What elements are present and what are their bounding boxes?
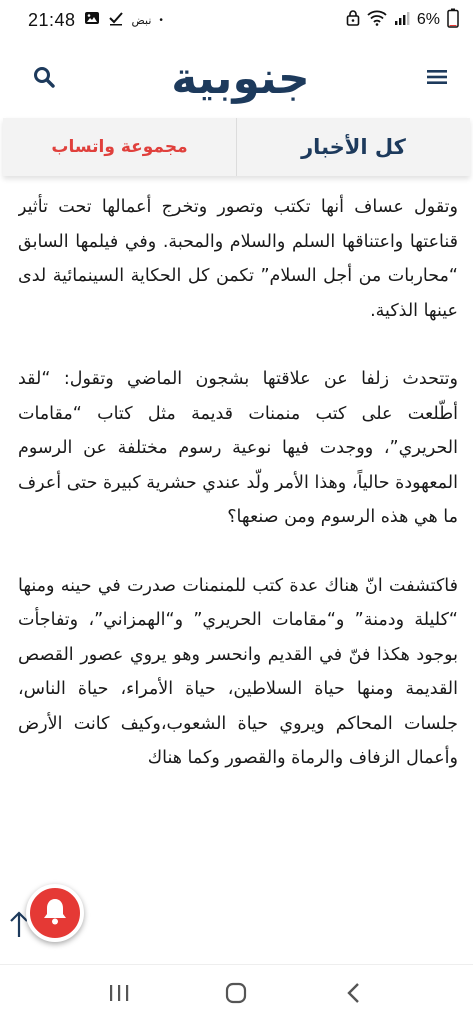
back-button[interactable] [334,975,374,1015]
tab-all-news[interactable]: كل الأخبار [301,135,406,159]
status-right [346,8,459,33]
home-icon [224,981,248,1009]
battery-percent: 6% [416,11,440,28]
status-bar [0,0,473,40]
system-nav-bar [0,964,473,1024]
back-icon [346,982,362,1008]
search-button[interactable] [30,65,58,93]
status-time: 21:48 [28,9,76,30]
status-dot: • [159,14,163,26]
status-left [28,10,163,31]
notification-subscribe-button[interactable] [26,884,84,942]
recent-apps-icon [108,983,130,1007]
status-carrier-label: نبض [131,14,152,27]
battery-icon [447,8,459,33]
home-button[interactable] [216,975,256,1015]
tab-whatsapp-group[interactable]: مجموعة واتساب [3,118,237,176]
app-header [0,40,473,118]
checkmark-notification-icon [108,10,124,31]
site-logo[interactable]: جنوبية [171,53,310,104]
article-paragraph: وتقول عساف أنها تكتب وتصور وتخرج أعمالها تحت تأثير قناعتها واعتناقها السلم والسلام والمحبة. وفي فيلمها السابق “محاربات من أجل السلام” تكمن كل الحكاية السينمائية لدى عينها الذكية. [18,197,458,321]
wifi-icon [367,10,387,31]
article-paragraph: وتتحدث زلفا عن علاقتها بشجون الماضي وتقول: “لقد أطّلعت على كتب منمنات قديمة مثل كتاب “مقامات الحريري”، ووجدت فيها نوعية رسوم مختلفة عن الرسوم المعهودة حالياً، وهذا الأمر ولّد عندي حشرية كبيرة حتى أعرف ما هي هذه الرسوم ومن صنعها؟ [18,369,458,527]
recent-apps-button[interactable] [99,975,139,1015]
article-body [18,190,458,965]
signal-icon [394,10,410,31]
lock-icon [346,10,360,31]
bell-icon [41,896,69,930]
article-paragraph: فاكتشفت انّ هناك عدة كتب للمنمنات صدرت في حينه ومنها “كليلة ودمنة” و“مقامات الحريري” و“الهمزاني”، وتفاجأت بوجود هكذا فنّ في القديم وانحسر وهو يروي عصور القصص القديمة ومنها حياة السلاطين، حياة الأمراء، حياة الناس، جلسات المحاكم ويروي حياة الشعوب،وكيف كانت الأرض وأعمال الزفاف والرماة والقصور وكما هناك [18,575,458,768]
hamburger-menu-icon [426,68,448,90]
menu-button[interactable] [423,65,451,93]
image-notification-icon [84,10,100,31]
category-tabs [3,118,470,176]
search-icon [33,66,55,92]
